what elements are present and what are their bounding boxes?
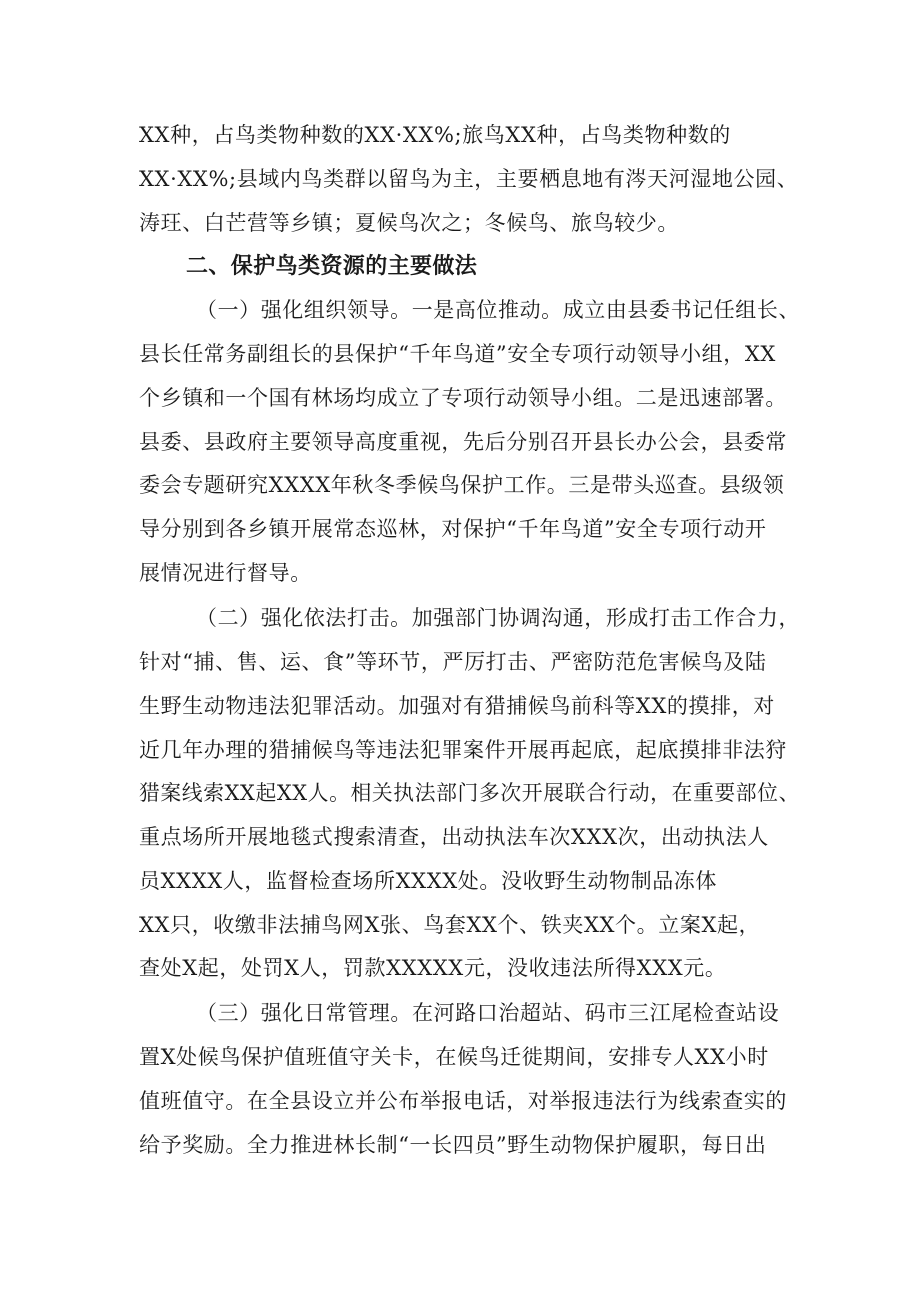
paragraph-2-line: 重点场所开展地毯式搜索清查，出动执法车次XXX次，出动执法人 — [139, 825, 769, 849]
paragraph-3-line: 置X处候鸟保护值班值守关卡，在候鸟迁徙期间，安排专人XX小时 — [139, 1045, 769, 1069]
intro-line: XX·XX%;县域内鸟类群以留鸟为主，主要栖息地有涔天河湿地公园、 — [139, 167, 799, 191]
paragraph-2-line: 近几年办理的猎捕候鸟等违法犯罪案件开展再起底，起底摸排非法狩 — [139, 738, 787, 762]
paragraph-3-line: 给予奖励。全力推进林长制“一长四员”野生动物保护履职，每日出 — [139, 1133, 767, 1157]
paragraph-1-line: 导分别到各乡镇开展常态巡林，对保护“千年鸟道”安全专项行动开 — [139, 517, 767, 541]
paragraph-2-line: （二）强化依法打击。加强部门协调沟通，形成打击工作合力， — [196, 606, 801, 630]
paragraph-1-line: 委会专题研究XXXX年秋冬季候鸟保护工作。三是带头巡查。县级领 — [139, 473, 785, 497]
intro-line: XX种，占鸟类物种数的XX·XX%;旅鸟XX种，占鸟类物种数的 — [139, 123, 731, 147]
paragraph-2-line: 查处X起，处罚X人，罚款XXXXX元，没收违法所得XXX元。 — [139, 956, 727, 980]
paragraph-2-line: 生野生动物违法犯罪活动。加强对有猎捕候鸟前科等XX的摸排，对 — [139, 694, 775, 718]
paragraph-1-line: 县委、县政府主要领导高度重视，先后分别召开县长办公会，县委常 — [139, 430, 787, 454]
paragraph-3-line: （三）强化日常管理。在河路口治超站、码市三江尾检查站设 — [196, 1001, 780, 1025]
paragraph-1-line: 展情况进行督导。 — [139, 561, 312, 585]
paragraph-2-line: 针对“捕、售、运、食”等环节，严厉打击、严密防范危害候鸟及陆 — [139, 650, 767, 674]
paragraph-2-line: 员XXXX人，监督检查场所XXXX处。没收野生动物制品冻体 — [139, 869, 717, 893]
section-heading: 二、保护鸟类资源的主要做法 — [186, 254, 478, 279]
paragraph-2-line: XX只，收缴非法捕鸟网X张、鸟套XX个、铁夹XX个。立案X起， — [139, 913, 761, 937]
intro-line: 涛玨、白芒营等乡镇；夏候鸟次之；冬候鸟、旅鸟较少。 — [139, 211, 679, 235]
paragraph-1-line: 个乡镇和一个国有林场均成立了专项行动领导小组。二是迅速部署。 — [139, 386, 787, 410]
paragraph-2-line: 猎案线索XX起XX人。相关执法部门多次开展联合行动，在重要部位、 — [139, 781, 800, 805]
paragraph-1-line: （一）强化组织领导。一是高位推动。成立由县委书记任组长、 — [196, 298, 801, 322]
paragraph-3-line: 值班值守。在全县设立并公布举报电话，对举报违法行为线索查实的 — [139, 1089, 787, 1113]
paragraph-1-line: 县长任常务副组长的县保护“千年鸟道”安全专项行动领导小组，XX — [139, 342, 776, 366]
